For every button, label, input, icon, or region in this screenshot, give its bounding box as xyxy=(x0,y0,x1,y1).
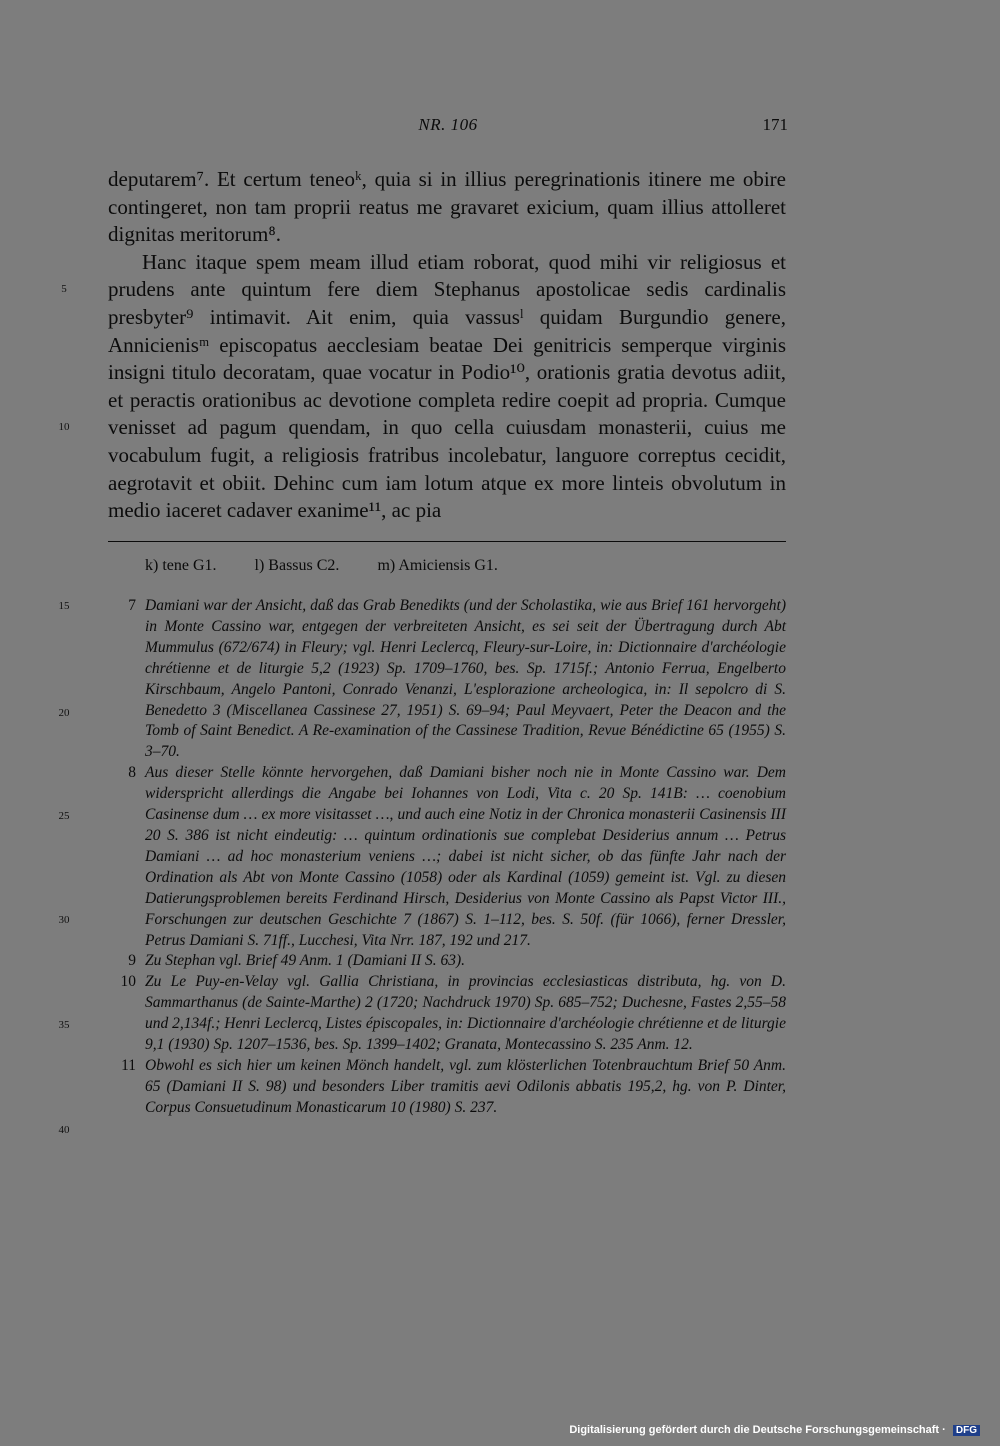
footnote-text: Obwohl es sich hier um keinen Mönch handelt, vgl. zum klösterlichen Totenbrauchtum Brief 50 Anm. 65 (Damiani II S. 98) und besonders Liber tramitis aevi Odilonis abbatis 195,2, hg. von P. Dinter, Corpus Consuetudinum Monasticarum 10 (1980) S. 237. xyxy=(145,1056,786,1116)
critical-apparatus xyxy=(145,556,785,576)
apparatus-entry-m: m) Amiciensis G1. xyxy=(377,557,498,574)
funding-banner xyxy=(565,1422,984,1438)
line-number: 25 xyxy=(58,810,70,822)
footnote-number: 8 xyxy=(128,764,136,782)
footnote-text: Damiani war der Ansicht, daß das Grab Benedikts (und der Scholastika, wie aus Brief 161 hervorgeht) in Monte Cassino war, entgegen der verbreiteten Ansicht, es sei seit der Übertragung durch Abt Mummulus (672/674) in Fleury; vgl. Henri Leclercq, Fleury-sur-Loire, in: Dictionnaire d'archéologie chrétienne et de liturgie 5,2 (1923) Sp. 1709–1760, bes. Sp. 1715f.; Antonio Ferrua, Engelberto Kirschbaum, Angelo Pantoni, Conrado Venanzi, L'esplorazione archeologica, in: Il sepolcro di S. Benedetto 3 (Miscellanea Cassinese 27, 1951) S. 69–94; Paul Meyvaert, Peter the Deacon and the Tomb of Saint Benedict. A Re-examination of the Cassinese Tradition, Revue Bénédictine 65 (1955) S. 3–70. xyxy=(145,597,786,761)
footnotes xyxy=(108,596,786,1119)
footnote-8 xyxy=(108,763,786,951)
line-number: 15 xyxy=(58,600,70,612)
footnote-number: 9 xyxy=(128,952,136,970)
dfg-logo-icon: DFG xyxy=(953,1425,980,1436)
apparatus-entry-k: k) tene G1. xyxy=(145,557,217,574)
apparatus-entry-l: l) Bassus C2. xyxy=(254,557,340,574)
footnote-number: 11 xyxy=(121,1056,136,1074)
footnote-11 xyxy=(108,1056,786,1119)
footnote-text: Aus dieser Stelle könnte hervorgehen, daß Damiani bisher noch nie in Monte Cassino war. Dem widerspricht allerdings die Angabe bei Iohannes von Lodi, Vita c. 20 Sp. 141B: … coenobium Casinense dum … ex more visitasset …, und auch eine Notiz in der Chronica monasterii Casinensis III 20 S. 386 ist nicht eindeutig: … quintum ordinationis sue complebat Desiderius annum … Petrus Damiani … ad hoc monasterium veniens …; dabei ist nicht sicher, ob das fünfte Jahr nach der Ordination als Abt von Monte Cassino (1058) oder als Kardinal (1059) gemeint ist. Vgl. zu diesen Datierungsproblemen bereits Ferdinand Hirsch, Desiderius von Monte Cassino als Papst Victor III., Forschungen zur deutschen Geschichte 7 (1867) S. 1–112, bes. S. 50f. (für 1066), ferner Dressler, Petrus Damiani S. 71ff., Lucchesi, Vita Nrr. 187, 192 und 217. xyxy=(145,764,786,949)
running-head-title: NR. 106 xyxy=(418,115,478,134)
line-number: 40 xyxy=(58,1124,70,1136)
line-number: 10 xyxy=(58,421,70,433)
footnote-separator xyxy=(108,541,786,542)
footnote-number: 7 xyxy=(128,597,136,614)
footnote-9 xyxy=(108,951,786,972)
page-number: 171 xyxy=(762,115,788,134)
paragraph-1: deputarem⁷. Et certum teneoᵏ, quia si in illius peregrinationis itinere me obire contingeret, non tam proprii reatus me gravaret exicium, quam illius attolleret dignitas meritorum⁸. xyxy=(108,167,786,247)
footnote-10 xyxy=(108,972,786,1056)
footnote-text: Zu Stephan vgl. Brief 49 Anm. 1 (Damiani II S. 63). xyxy=(145,952,466,970)
line-number: 30 xyxy=(58,914,70,926)
funding-text: Digitalisierung gefördert durch die Deutsche Forschungsgemeinschaft · xyxy=(569,1424,946,1436)
paragraph-2: Hanc itaque spem meam illud etiam roborat, quod mihi vir religiosus et prudens ante quintum fere diem Stephanus apostolicae sedis cardinalis presbyter⁹ intimavit. Ait enim, quia vassusˡ quidam Burgundio genere, Annicienisᵐ episcopatus aecclesiam beatae Dei genitricis semperque virginis insigni titulo decoratam, quae vocatur in Podio¹⁰, orationis gratia devotus adiit, et peractis orationibus ac devotione completa redire coepit ad propria. Cumque venisset ad pagum quendam, in quo cella cuiusdam monasterii, cuius me vocabulum fugit, a religiosis fratribus incolebatur, languore correptus cecidit, aegrotavit et obiit. Dehinc cum iam lotum atque ex more linteis obvolutum in medio iaceret cadaver exanime¹¹, ac pia xyxy=(108,249,786,523)
line-number: 20 xyxy=(58,707,70,719)
running-head xyxy=(108,115,788,139)
footnote-text: Zu Le Puy-en-Velay vgl. Gallia Christiana, in provincias ecclesiasticas distributa, hg. von D. Sammarthanus (de Sainte-Marthe) 2 (1720; Nachdruck 1970) Sp. 685–752; Duchesne, Fastes 2,55–58 und 2,134f.; Henri Leclercq, Listes épiscopales, in: Dictionnaire d'archéologie chrétienne et de liturgie 9,1 (1930) Sp. 1207–1536, bes. Sp. 1399–1402; Granata, Montecassino S. 235 Anm. 12. xyxy=(145,973,786,1054)
footnote-number: 10 xyxy=(120,973,136,991)
line-number: 35 xyxy=(58,1019,70,1031)
line-number: 5 xyxy=(61,283,67,295)
footnote-7 xyxy=(108,596,786,763)
main-text xyxy=(108,166,786,525)
